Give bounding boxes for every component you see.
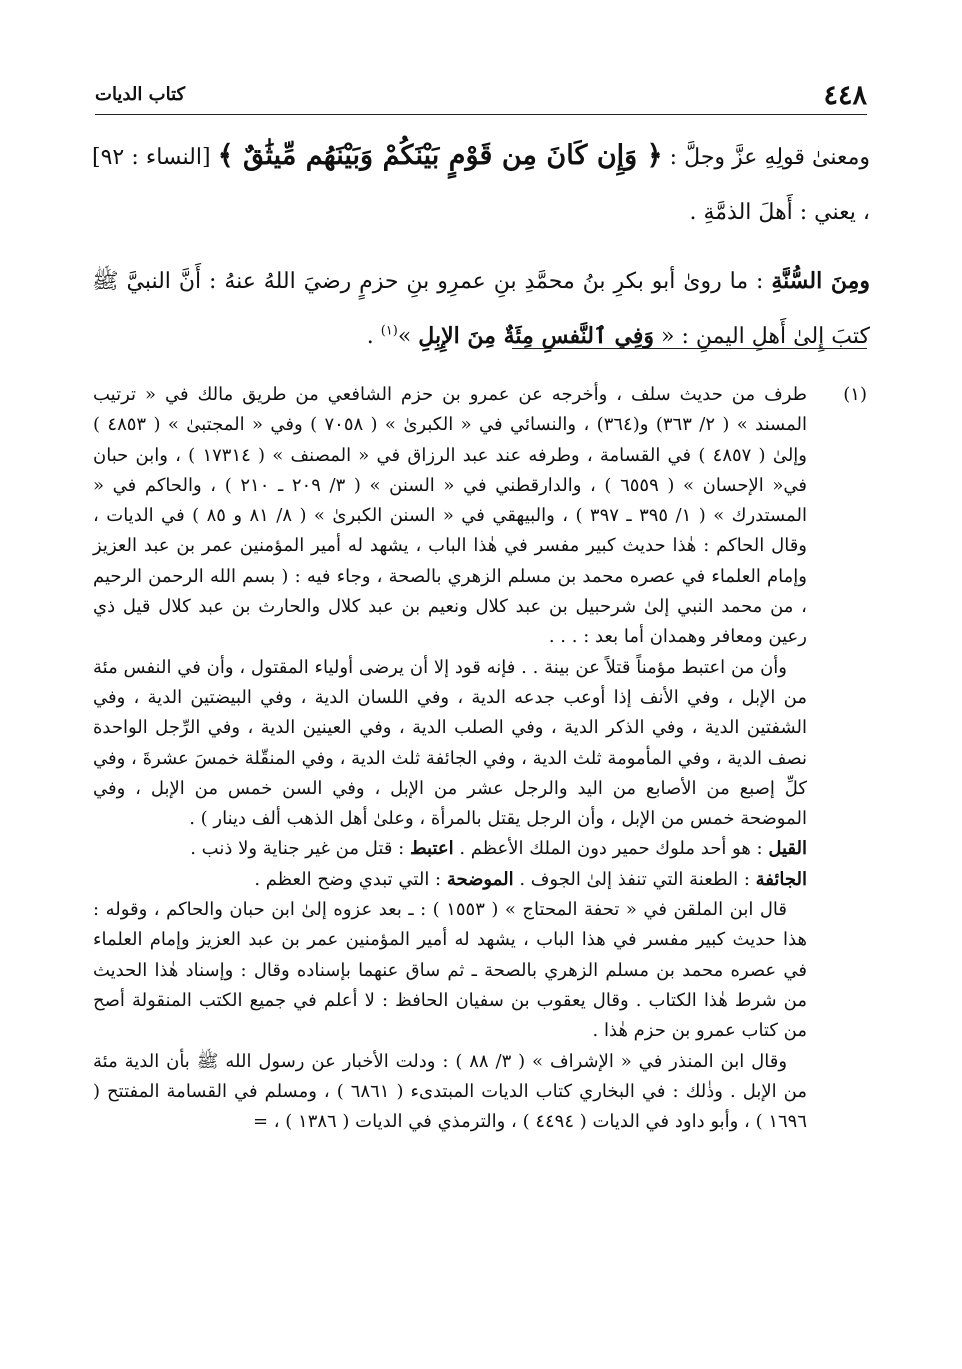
sunnah-end: .	[366, 324, 381, 349]
footnote-number: (١)	[843, 384, 867, 405]
paragraph-quran-meaning	[92, 128, 870, 240]
sunnah-heading: ومِنَ السُّنَّةِ	[771, 268, 870, 294]
running-title: كتاب الديات	[95, 84, 186, 105]
footnote-reference: (١)	[380, 323, 398, 339]
glossary-term: الموضحة	[446, 868, 514, 890]
footnote-glossary	[93, 834, 807, 864]
footnote-1	[93, 380, 867, 1137]
page-header	[95, 78, 867, 115]
intro-text: ومعنىٰ قولِهِ عزَّ وجلَّ :	[662, 145, 871, 170]
verse-reference: [النساء : ٩٢] ، يعني : أَهلَ الذمَّةِ .	[92, 145, 870, 225]
glossary-definition: : الطعنة التي تنفذ إلىٰ الجوف .	[513, 868, 756, 890]
glossary-definition: : قتل من غير جناية ولا ذنب .	[190, 838, 410, 860]
footnote-paragraph: وأن من اعتبط مؤمناً قتلاً عن بينة . . فإنه قود إلا أن يرضى أولياء المقتول ، وأن في النفس مئة من الإبل ، وفي الأنف إذا أوعب جدعه الدية ، وفي اللسان الدية ، وفي البيضتين الدية ، وفي الشفتين الدية ، وفي الذكر الدية ، وفي الصلب الدية ، وفي العينين الدية ، وفي الرِّجل الواحدة نصف الدية ، وفي المأمومة ثلث الدية ، وفي الجائفة ثلث الدية ، وفي المنقّلة خمسَ عشرةَ ، وفي كلِّ إصبع من الأصابع من اليد والرجل عشر من الإبل ، وفي السن خمس من الإبل ، وفي الموضحة خمس من الإبل ، وأن الرجل يقتل بالمرأة ، وعلىٰ أهل الذهب ألف دينار ) .	[93, 656, 807, 830]
glossary-definition: : هو أحد ملوك حمير دون الملك الأعظم .	[453, 838, 769, 860]
footnote-paragraph: طرف من حديث سلف ، وأخرجه عن عمرو بن حزم الشافعي من طريق مالك في « ترتيب المسند » ( ٢/ ٣٦٣) و(٣٦٤) ، والنسائي في « الكبرىٰ » ( ٧٠٥٨ ) وفي « المجتبىٰ » ( ٤٨٥٣ ) وإلىٰ ( ٤٨٥٧ ) في القسامة ، وطرفه عند عبد الرزاق في « المصنف » ( ١٧٣١٤ ) ، وابن حبان في« الإحسان » ( ٦٥٥٩ ) ، والدارقطني في « السنن » ( ٣/ ٢٠٩ ـ ٢١٠ ) ، والحاكم في « المستدرك » ( ١/ ٣٩٥ ـ ٣٩٧ ) ، والبيهقي في « السنن الكبرىٰ » ( ٨/ ٨١ و ٨٥ ) في الديات ، وقال الحاكم : هٰذا حديث كبير مفسر في هٰذا الباب ، يشهد له أمير المؤمنين عمر بن عبد العزيز وإمام العلماء في عصره محمد بن مسلم الزهري بالصحة ، وجاء فيه : ( بسم الله الرحمن الرحيم ، من محمد النبي إلىٰ شرحبيل بن عبد كلال ونعيم بن عبد كلال والحارث بن عبد كلال قيل ذي رعين ومعافر وهمدان أما بعد : . . .	[93, 384, 808, 648]
footnote-paragraph: قال ابن الملقن في « تحفة المحتاج » ( ١٥٥٣ ) : ـ بعد عزوه إلىٰ ابن حبان والحاكم ، وقوله : هذا حديث كبير مفسر في هذا الباب ، يشهد له أمير المؤمنين عمر بن عبد العزيز وإمام العلماء في عصره محمد بن مسلم الزهري بالصحة ـ ثم ساق عنهما بإسناده وقال : وإسناد هٰذا الحديث من شرط هٰذا الكتاب . وقال يعقوب بن سفيان الحافظ : لا أعلم في جميع الكتب المنقولة أصح من كتاب عمرو بن حزم هٰذا .	[93, 899, 807, 1042]
footnotes-section	[93, 380, 867, 1137]
glossary-definition: : التي تبدي وضح العظم .	[254, 868, 447, 890]
footnote-separator	[512, 348, 867, 349]
footnote-glossary	[93, 865, 807, 895]
glossary-term: الجائفة	[755, 868, 807, 890]
sunnah-text: : ما روىٰ أبو بكرِ بنُ محمَّدِ بنِ عمرِو بنِ حزمٍ رضيَ اللهُ عنهُ : أَنَّ النبيَّ ﷺ كتبَ إِلىٰ أَهلِ اليمنِ : «	[92, 269, 870, 349]
page-number: ٤٤٨	[823, 80, 867, 111]
quote-close: »	[397, 324, 419, 349]
glossary-term: اعتبط	[409, 838, 454, 860]
main-text	[92, 128, 870, 364]
hadith-quote: وَفِي ٱلنَّفسِ مِئَةٌ مِنَ الإِبِلِ	[418, 323, 654, 349]
footnote-paragraph: وقال ابن المنذر في « الإشراف » ( ٣/ ٨٨ ) : ودلت الأخبار عن رسول الله ﷺ بأن الدية مئة من الإبل . وذٰلك : في البخاري كتاب الديات المبتدىء ( ٦٨٦١ ) ، ومسلم في القسامة المفتتح ( ١٦٩٦ ) ، وأبو داود في الديات ( ٤٤٩٤ ) ، والترمذي في الديات ( ١٣٨٦ ) ، =	[93, 1050, 807, 1133]
glossary-term: القيل	[768, 838, 807, 860]
quran-verse: ﴿ وَإِن كَانَ مِن قَوْمٍ بَيْنَكُمْ وَبَيْنَهُم مِّيثَٰقٌ ﴾	[217, 140, 663, 171]
